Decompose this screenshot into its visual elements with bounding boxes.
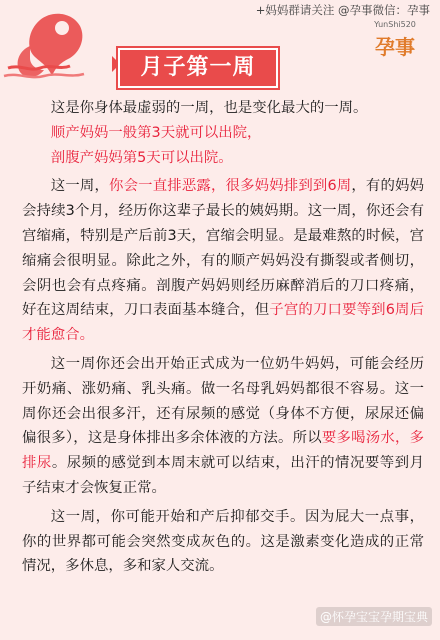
paragraph-lochia xyxy=(22,174,424,348)
title-banner xyxy=(112,44,282,88)
logo-big-text: 孕事 xyxy=(375,35,415,59)
breastfeeding-body: 这一周你还会出开始正式成为一位奶牛妈妈，可能会经历开奶痛、涨奶痛、乳头痛。做一名母乳妈妈都很不容易。这一周你还会出很多汗，还有尿频的感觉（身体不方便，尿尿还偏偏很多），这是身体排出多余体液的方法。所以 xyxy=(22,355,424,447)
lochia-body: ，有的妈妈会持续3个月，经历你这辈子最长的姨妈期。这一周，你还会有宫缩痛，特别是产后前3天，宫缩会明显。是最难熬的时候，宫缩痛会很明显。除此之外，有的顺产妈妈没有撕裂或者侧切，会阴也会有点疼痛。剖腹产妈妈则经历麻醉消后的刀口疼痛，好在这周结束，刀口表面基本缝合，但 xyxy=(22,178,424,319)
drink-soup-highlight: 要多喝汤水，多排尿 xyxy=(22,430,424,472)
weibo-watermark: @怀孕宝宝孕期宝典 xyxy=(316,607,432,626)
uterus-highlight: 子宫的刀口要等到6周后才能愈合。 xyxy=(22,302,424,344)
top-follow-text: +妈妈群请关注 @孕事微信：孕事 xyxy=(255,3,430,17)
paragraph-depression: 这一周，你可能开始和产后抑郁交手。因为屁大一点事，你的世界都可能会突然变成灰色的。这是激素变化造成的正常情况，多休息，多和家人交流。 xyxy=(22,508,424,575)
yunshi-logo xyxy=(360,20,430,78)
c-section-text: 剖腹产妈妈第5天可以出院。 xyxy=(50,149,233,166)
paragraph-intro: 这是你身体最虚弱的一周，也是变化最大的一周。 xyxy=(50,100,368,116)
lochia-highlight: 你会一直排恶露，很多妈妈排到到6周 xyxy=(109,178,352,195)
paragraph-c-section xyxy=(22,146,424,171)
logo-small-text: YunShi520 xyxy=(374,20,416,29)
lochia-lead: 这一周， xyxy=(50,178,110,195)
breastfeeding-end: 。尿频的感觉到本周末就可以结束，出汗的情况要等到月子结束才会恢复正常。 xyxy=(22,455,424,496)
mother-baby-logo-icon xyxy=(0,6,110,86)
page-title: 月子第一周 xyxy=(118,48,278,88)
paragraph-breastfeeding xyxy=(22,352,424,501)
paragraph-natural-birth: 顺产妈妈一般第3天就可以出院， xyxy=(50,124,262,141)
article-body xyxy=(22,96,424,583)
